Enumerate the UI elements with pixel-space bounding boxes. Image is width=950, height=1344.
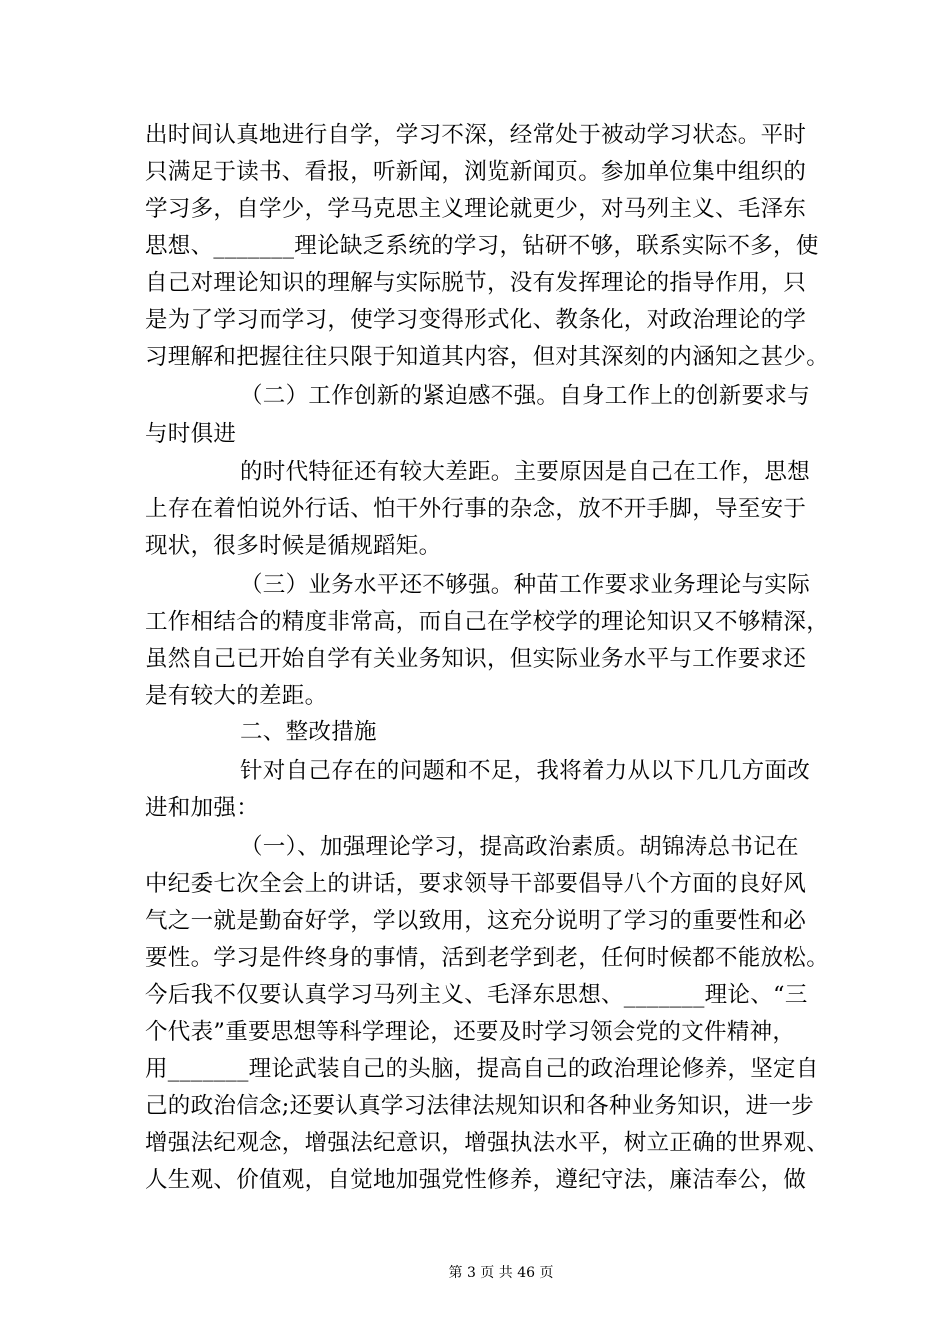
text-line: 学习多，自学少，学马克思主义理论就更少，对马列主义、毛泽东 — [145, 196, 807, 222]
text-line: 习理解和把握往往只限于知道其内容，但对其深刻的内涵知之甚少。 — [145, 344, 830, 370]
section-heading: 二、整改措施 — [240, 719, 377, 745]
text-line: 只满足于读书、看报，听新闻，浏览新闻页。参加单位集中组织的 — [145, 159, 807, 185]
section-heading: （三）业务水平还不够强。种苗工作要求业务理论与实际 — [240, 572, 811, 598]
text-line: 用_______理论武装自己的头脑，提高自己的政治理论修养，坚定自 — [145, 1056, 819, 1082]
text-line: 今后我不仅要认真学习马列主义、毛泽东思想、_______理论、“三 — [145, 982, 808, 1008]
text-line: 针对自己存在的问题和不足，我将着力从以下几几方面改 — [240, 758, 811, 784]
text-line: 的时代特征还有较大差距。主要原因是自己在工作，思想 — [240, 459, 811, 485]
text-line: 工作相结合的精度非常高，而自己在学校学的理论知识又不够精深， — [145, 609, 830, 635]
text-line: 思想、_______理论缺乏系统的学习，钻研不够，联系实际不多，使 — [145, 233, 819, 259]
text-line: 进和加强： — [145, 795, 260, 821]
text-line: 气之一就是勤奋好学，学以致用，这充分说明了学习的重要性和必 — [145, 908, 807, 934]
text-line: 是为了学习而学习，使学习变得形式化、教条化，对政治理论的学 — [145, 307, 807, 333]
text-line: 增强法纪观念，增强法纪意识，增强执法水平，树立正确的世界观、 — [145, 1130, 830, 1156]
text-line: 上存在着怕说外行话、怕干外行事的杂念，放不开手脚，导至安于 — [145, 496, 807, 522]
text-line: 中纪委七次全会上的讲话，要求领导干部要倡导八个方面的良好风 — [145, 871, 807, 897]
text-line: 要性。学习是件终身的事情，活到老学到老，任何时候都不能放松。 — [145, 945, 830, 971]
text-line: 自己对理论知识的理解与实际脱节，没有发挥理论的指导作用，只 — [145, 270, 807, 296]
text-line: 个代表”重要思想等科学理论，还要及时学习领会党的文件精神， — [145, 1019, 796, 1045]
section-heading: （二）工作创新的紧迫感不强。自身工作上的创新要求与 — [240, 383, 811, 409]
text-line: 人生观、价值观，自觉地加强党性修养，遵纪守法，廉洁奉公，做 — [145, 1167, 807, 1193]
page-number: 第 3 页 共 46 页 — [448, 1265, 554, 1281]
text-line: 出时间认真地进行自学，学习不深，经常处于被动学习状态。平时 — [145, 122, 807, 148]
text-line: 虽然自己已开始自学有关业务知识，但实际业务水平与工作要求还 — [145, 646, 807, 672]
text-line: 是有较大的差距。 — [145, 683, 328, 709]
text-line: 现状，很多时候是循规蹈矩。 — [145, 533, 442, 559]
text-line: 己的政治信念;还要认真学习法律法规知识和各种业务知识，进一步 — [145, 1093, 815, 1119]
text-line: 与时俱进 — [145, 421, 237, 447]
section-heading: （一）、加强理论学习，提高政治素质。胡锦涛总书记在 — [240, 834, 799, 860]
